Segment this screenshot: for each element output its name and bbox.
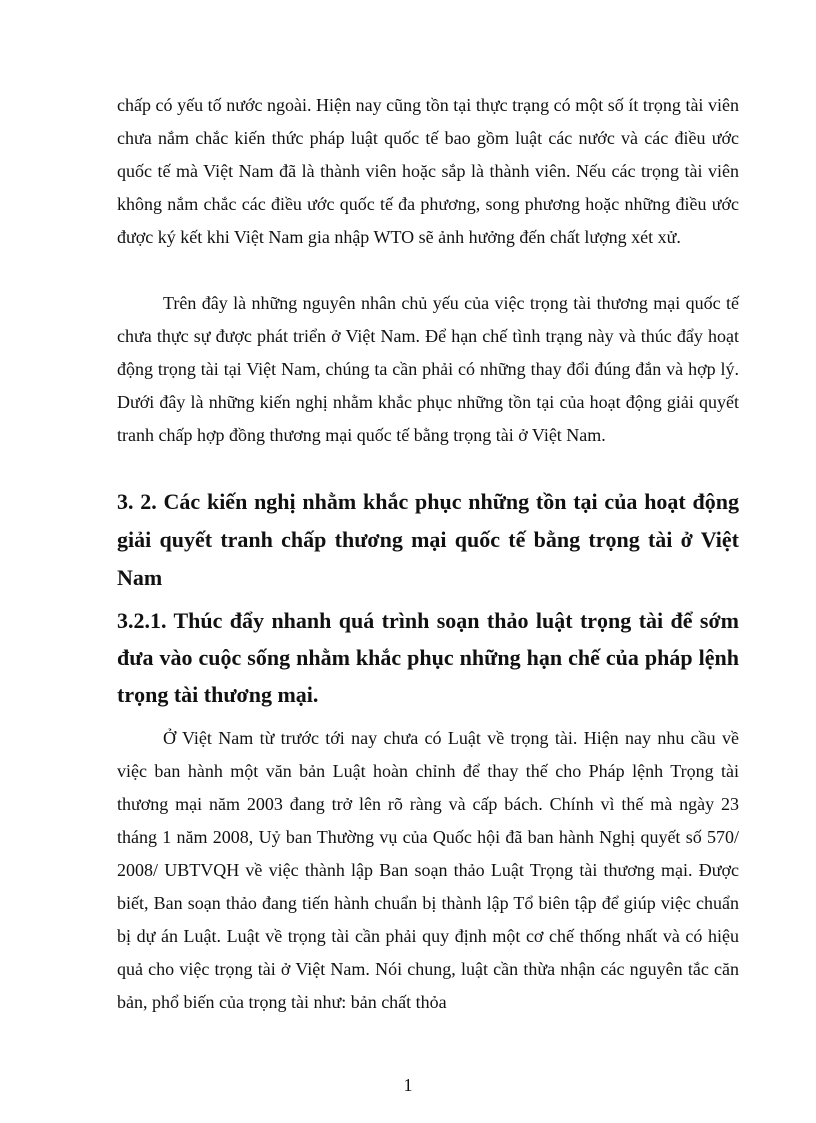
page-number: 1 (403, 1075, 413, 1095)
paragraph-intro: chấp có yếu tố nước ngoài. Hiện nay cũng tồn tại thực trạng có một số ít trọng tài viên chưa nắm chắc kiến thức pháp luật quốc tế bao gồm luật các nước và các điều ước quốc tế mà Việt Nam đã là thành viên hoặc sắp là thành viên. Nếu các trọng tài viên không nắm chắc các điều ước quốc tế đa phương, song phương hoặc những điều ước được ký kết khi Việt Nam gia nhập WTO sẽ ảnh hưởng đến chất lượng xét xử. (117, 95, 739, 247)
subsection-heading-3-2-1: 3.2.1. Thúc đẩy nhanh quá trình soạn thảo luật trọng tài để sớm đưa vào cuộc sống nhằm khắc phục những hạn chế của pháp lệnh trọng tài thương mại. (117, 608, 739, 707)
section-heading-3-2: 3. 2. Các kiến nghị nhằm khắc phục những tồn tại của hoạt động giải quyết tranh chấp thương mại quốc tế bằng trọng tài ở Việt Nam (117, 489, 739, 590)
paragraph-law-proposal: Ở Việt Nam từ trước tới nay chưa có Luật về trọng tài. Hiện nay nhu cầu về việc ban hành một văn bản Luật hoàn chỉnh để thay thế cho Pháp lệnh Trọng tài thương mại năm 2003 đang trở lên rõ ràng và cấp bách. Chính vì thế mà ngày 23 tháng 1 năm 2008, Uỷ ban Thường vụ của Quốc hội đã ban hành Nghị quyết số 570/ 2008/ UBTVQH về việc thành lập Ban soạn thảo Luật Trọng tài thương mại. Được biết, Ban soạn thảo đang tiến hành chuẩn bị thành lập Tổ biên tập để giúp việc chuẩn bị dự án Luật. Luật về trọng tài cần phải quy định một cơ chế thống nhất và có hiệu quả cho việc trọng tài ở Việt Nam. Nói chung, luật cần thừa nhận các nguyên tắc căn bản, phổ biến của trọng tài như: bản chất thỏa (117, 728, 739, 1012)
paragraph-summary: Trên đây là những nguyên nhân chủ yếu của việc trọng tài thương mại quốc tế chưa thực sự được phát triển ở Việt Nam. Để hạn chế tình trạng này và thúc đẩy hoạt động trọng tài tại Việt Nam, chúng ta cần phải có những thay đổi đúng đắn và hợp lý. Dưới đây là những kiến nghị nhằm khắc phục những tồn tại của hoạt động giải quyết tranh chấp hợp đồng thương mại quốc tế bằng trọng tài ở Việt Nam. (117, 293, 739, 445)
